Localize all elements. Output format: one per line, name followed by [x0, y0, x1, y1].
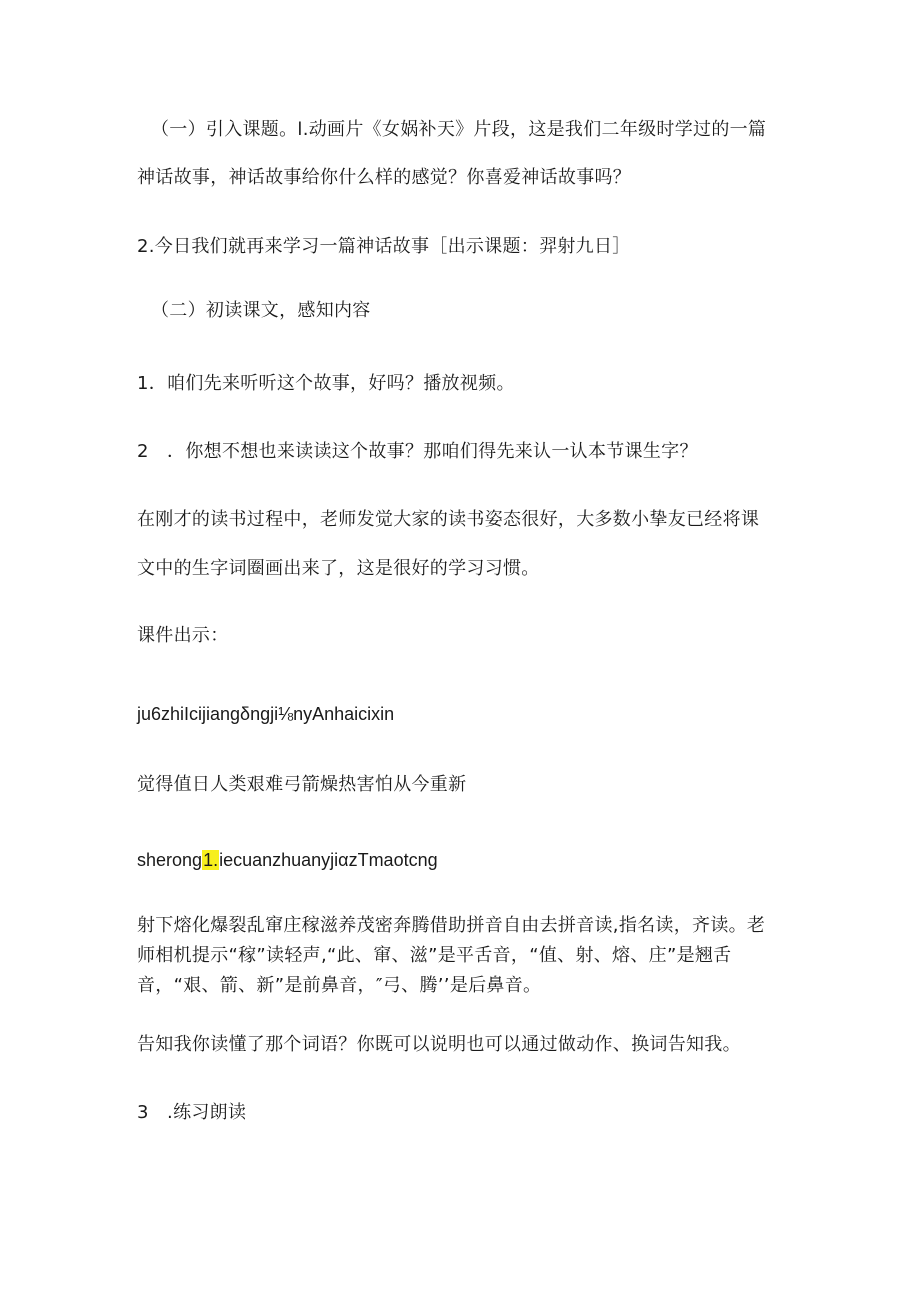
vocab-row-1: 觉得值日人类艰难弓箭燥热害怕从今重新 — [137, 774, 467, 795]
intro-line-3: 2.今日我们就再来学习一篇神话故事［出示课题：羿射九日］ — [137, 236, 631, 257]
highlighted-text: 1. — [203, 850, 219, 870]
step-3-line: 3 .练习朗读 — [137, 1102, 247, 1123]
step-1-line: 1．咱们先来听听这个故事，好吗？播放视频。 — [137, 373, 515, 394]
courseware-label: 课件出示： — [137, 625, 229, 646]
comprehension-line: 告知我你读懂了那个词语？你既可以说明也可以通过做动作、换词告知我。 — [137, 1034, 741, 1055]
step-2-line: 2 ．你想不想也来读读这个故事？那咱们得先来认一认本节课生字？ — [137, 441, 698, 462]
section-heading-2: （二）初读课文，感知内容 — [151, 300, 371, 321]
observation-line-1: 在刚才的读书过程中，老师发觉大家的读书姿态很好，大多数小挚友已经将课 — [137, 509, 760, 530]
observation-line-2: 文中的生字词圈画出来了，这是很好的学习习惯。 — [137, 558, 540, 579]
reading-instructions-paragraph: 射下熔化爆裂乱窜庄稼滋养茂密奔腾借助拼音自由去拼音读,指名读，齐读。老师相机提示“稼”读轻声,“此、窜、滋”是平舌音，“值、射、熔、庄”是翘舌音，“艰、箭、新”是前鼻音，″弓、腾’’是后鼻音。 — [137, 915, 766, 996]
pinyin-row-2 — [137, 848, 438, 872]
pinyin-row-1: ju6zhiIcijiangδngji⅛nyAnhaicixin — [137, 704, 395, 724]
pinyin-row-2-part-a: sherong — [137, 850, 203, 870]
intro-line-1: （一）引入课题。l.动画片《女娲补天》片段，这是我们二年级时学过的一篇 — [151, 119, 767, 140]
pinyin-row-2-part-b: iecuanzhuanyjiαzTmaotcng — [219, 850, 438, 870]
intro-line-2: 神话故事，神话故事给你什么样的感觉？你喜爱神话故事吗？ — [137, 167, 632, 188]
